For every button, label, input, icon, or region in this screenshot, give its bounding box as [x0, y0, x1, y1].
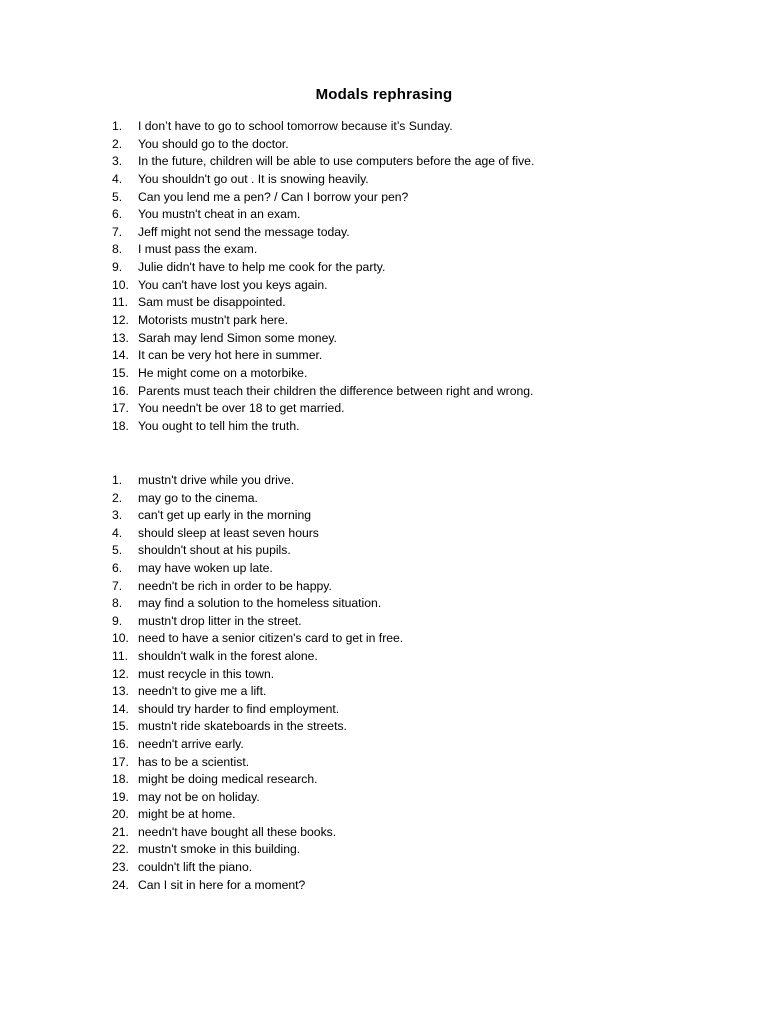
item-text: Sam must be disappointed. [138, 295, 286, 310]
list-item [112, 542, 403, 560]
item-text: mustn't drop litter in the street. [138, 613, 302, 628]
list-item [112, 312, 534, 330]
item-text: In the future, children will be able to use computers before the age of five. [138, 154, 535, 169]
list-item [112, 613, 403, 631]
item-text: You ought to tell him the truth. [138, 418, 300, 433]
list-item [112, 347, 534, 365]
exercise-list-answers [112, 472, 403, 894]
list-item [112, 789, 403, 807]
item-text: shouldn't shout at his pupils. [138, 543, 291, 558]
item-text: You should go to the doctor. [138, 136, 289, 151]
item-number: 14. [112, 701, 129, 716]
list-item [112, 294, 534, 312]
item-number: 19. [112, 789, 129, 804]
list-item [112, 718, 403, 736]
item-number: 4. [112, 525, 123, 540]
item-text: mustn't smoke in this building. [138, 842, 301, 857]
item-text: may find a solution to the homeless situation. [138, 596, 382, 611]
list-item [112, 383, 534, 401]
item-text: might be doing medical research. [138, 772, 318, 787]
item-number: 16. [112, 736, 129, 751]
item-number: 13. [112, 684, 129, 699]
list-item [112, 153, 534, 171]
item-number: 20. [112, 807, 129, 822]
list-item [112, 806, 403, 824]
item-text: need to have a senior citizen's card to get in free. [138, 631, 404, 646]
list-item [112, 206, 534, 224]
list-item [112, 365, 534, 383]
item-text: You mustn't cheat in an exam. [138, 207, 301, 222]
item-number: 10. [112, 277, 129, 292]
item-number: 5. [112, 543, 123, 558]
list-item [112, 771, 403, 789]
item-text: Can you lend me a pen? / Can I borrow your pen? [138, 189, 409, 204]
item-number: 3. [112, 508, 123, 523]
item-text: must recycle in this town. [138, 666, 275, 681]
item-number: 22. [112, 842, 129, 857]
item-text: may not be on holiday. [138, 789, 260, 804]
item-number: 16. [112, 383, 129, 398]
list-item [112, 224, 534, 242]
item-text: It can be very hot here in summer. [138, 348, 323, 363]
item-text: You needn't be over 18 to get married. [138, 401, 345, 416]
item-number: 24. [112, 877, 129, 892]
item-text: He might come on a motorbike. [138, 365, 308, 380]
list-item [112, 648, 403, 666]
item-text: should try harder to find employment. [138, 701, 340, 716]
item-number: 3. [112, 154, 123, 169]
list-item [112, 241, 534, 259]
list-item [112, 259, 534, 277]
item-number: 15. [112, 365, 129, 380]
item-text: needn't to give me a lift. [138, 684, 267, 699]
list-item [112, 841, 403, 859]
item-number: 12. [112, 313, 129, 328]
item-text: You can't have lost you keys again. [138, 277, 328, 292]
list-item [112, 118, 534, 136]
exercise-list-sentences [112, 118, 534, 436]
list-item [112, 560, 403, 578]
item-number: 14. [112, 348, 129, 363]
item-number: 7. [112, 578, 123, 593]
list-item [112, 189, 534, 207]
item-number: 8. [112, 596, 123, 611]
list-item [112, 754, 403, 772]
item-number: 11. [112, 295, 129, 310]
list-item [112, 330, 534, 348]
list-item [112, 701, 403, 719]
item-number: 6. [112, 560, 123, 575]
item-number: 5. [112, 189, 123, 204]
item-number: 10. [112, 631, 129, 646]
item-number: 11. [112, 648, 129, 663]
item-text: couldn't lift the piano. [138, 860, 253, 875]
list-item [112, 525, 403, 543]
item-number: 21. [112, 824, 129, 839]
list-item [112, 171, 534, 189]
list-item [112, 136, 534, 154]
item-text: has to be a scientist. [138, 754, 250, 769]
item-text: might be at home. [138, 807, 236, 822]
item-text: Julie didn't have to help me cook for the party. [138, 260, 386, 275]
item-number: 4. [112, 171, 123, 186]
item-text: Can I sit in here for a moment? [138, 877, 306, 892]
list-item [112, 277, 534, 295]
item-text: may go to the cinema. [138, 490, 258, 505]
item-text: can't get up early in the morning [138, 508, 312, 523]
item-text: should sleep at least seven hours [138, 525, 319, 540]
item-number: 17. [112, 401, 129, 416]
list-item [112, 683, 403, 701]
list-item [112, 418, 534, 436]
item-text: needn't have bought all these books. [138, 824, 337, 839]
item-number: 18. [112, 772, 129, 787]
item-text: Motorists mustn't park here. [138, 313, 288, 328]
item-text: You shouldn't go out . It is snowing heavily. [138, 171, 369, 186]
item-text: shouldn't walk in the forest alone. [138, 648, 318, 663]
item-text: Parents must teach their children the difference between right and wrong. [138, 383, 534, 398]
list-item [112, 595, 403, 613]
item-number: 2. [112, 136, 123, 151]
list-item [112, 859, 403, 877]
list-item [112, 472, 403, 490]
list-item [112, 490, 403, 508]
list-item [112, 400, 534, 418]
item-number: 23. [112, 860, 129, 875]
item-text: needn't be rich in order to be happy. [138, 578, 332, 593]
item-number: 9. [112, 260, 123, 275]
list-item [112, 507, 403, 525]
list-item [112, 578, 403, 596]
list-item [112, 630, 403, 648]
item-text: Jeff might not send the message today. [138, 224, 350, 239]
page-title: Modals rephrasing [315, 86, 453, 103]
item-number: 2. [112, 490, 123, 505]
list-item [112, 877, 403, 895]
item-number: 12. [112, 666, 129, 681]
item-number: 6. [112, 207, 123, 222]
item-number: 17. [112, 754, 129, 769]
item-text: may have woken up late. [138, 560, 273, 575]
item-text: Sarah may lend Simon some money. [138, 330, 337, 345]
list-item [112, 736, 403, 754]
list-item [112, 824, 403, 842]
item-text: mustn't ride skateboards in the streets. [138, 719, 347, 734]
item-number: 8. [112, 242, 123, 257]
item-number: 13. [112, 330, 129, 345]
list-item [112, 666, 403, 684]
item-number: 9. [112, 613, 123, 628]
item-text: I don’t have to go to school tomorrow because it’s Sunday. [138, 119, 453, 133]
item-text: I must pass the exam. [138, 242, 258, 257]
item-number: 18. [112, 418, 129, 433]
item-number: 1. [112, 473, 123, 487]
item-text: mustn't drive while you drive. [138, 473, 295, 487]
item-number: 15. [112, 719, 129, 734]
item-number: 1. [112, 119, 123, 133]
item-number: 7. [112, 224, 123, 239]
item-text: needn't arrive early. [138, 736, 244, 751]
